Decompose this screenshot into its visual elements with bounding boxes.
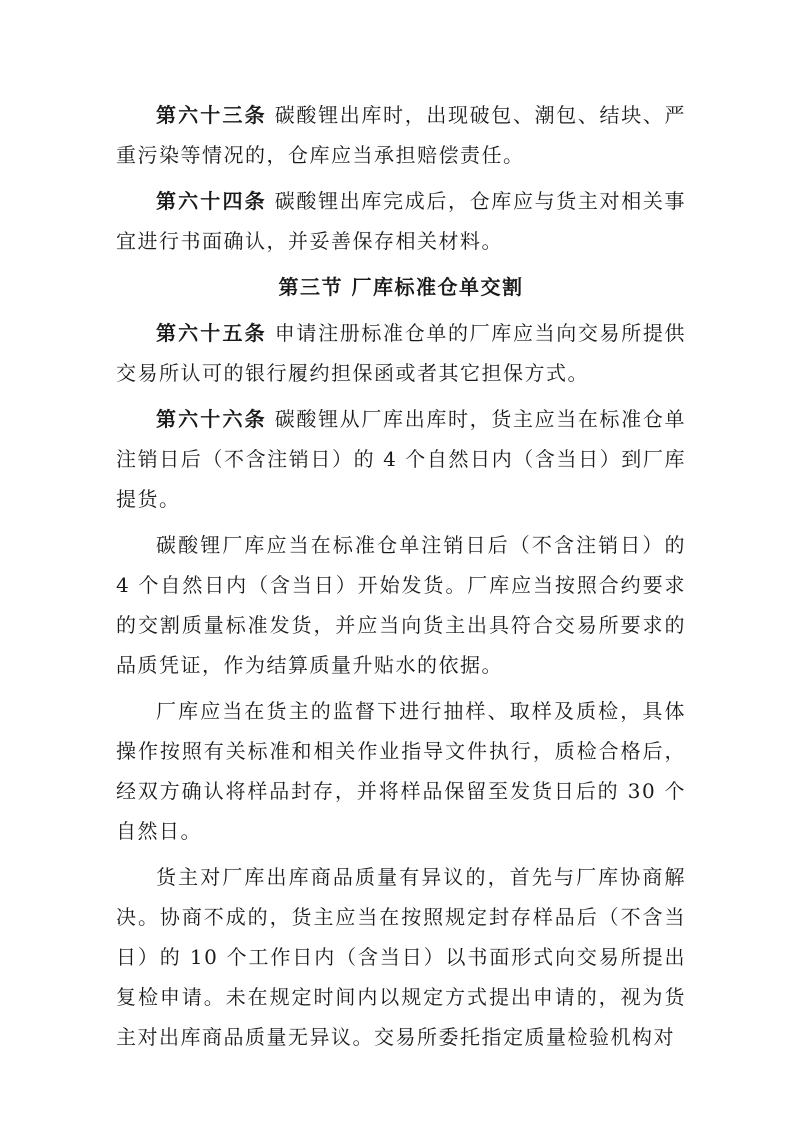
article-number: 第六十六条: [156, 407, 267, 431]
article-spacer: [267, 103, 275, 127]
article-spacer: [267, 321, 275, 345]
body-paragraph: 厂库应当在货主的监督下进行抽样、取样及质检，具体操作按照有关标准和相关作业指导文件执行，质检合格后，经双方确认将样品封存，并将样品保留至发货日后的 30 个自然日。: [116, 699, 686, 843]
article-66: [116, 399, 686, 519]
article-number: 第六十三条: [156, 103, 267, 127]
article-65: [116, 313, 686, 393]
article-63: [116, 95, 686, 175]
article-64: [116, 181, 686, 261]
section-heading: 第三节 厂库标准仓单交割: [278, 275, 524, 299]
article-spacer: [267, 407, 275, 431]
body-paragraph: 碳酸锂厂库应当在标准仓单注销日后（不含注销日）的 4 个自然日内（含当日）开始发货。厂库应当按照合约要求的交割质量标准发货，并应当向货主出具符合交易所要求的品质凭证，作为结算质量升贴水的依据。: [116, 533, 686, 677]
article-text: 碳酸锂出库时，出现破包、潮包、结块、严重污染等情况的，仓库应当承担赔偿责任。: [116, 103, 687, 167]
article-number: 第六十四条: [156, 189, 267, 213]
article-text: 碳酸锂出库完成后，仓库应与货主对相关事宜进行书面确认，并妥善保存相关材料。: [116, 189, 687, 253]
article-spacer: [267, 189, 275, 213]
article-text: 碳酸锂从厂库出库时，货主应当在标准仓单注销日后（不含注销日）的 4 个自然日内（含当日）到厂库提货。: [116, 407, 687, 511]
body-paragraph: 货主对厂库出库商品质量有异议的，首先与厂库协商解决。协商不成的，货主应当在按照规定封存样品后（不含当日）的 10 个工作日内（含当日）以书面形式向交易所提出复检申请。未在规定时间内以规定方式提出申请的，视为货主对出库商品质量无异议。交易所委托指定质量检验机构对: [116, 865, 686, 1049]
document-page: [116, 95, 686, 1057]
article-text: 申请注册标准仓单的厂库应当向交易所提供交易所认可的银行履约担保函或者其它担保方式。: [116, 321, 687, 385]
article-number: 第六十五条: [156, 321, 267, 345]
